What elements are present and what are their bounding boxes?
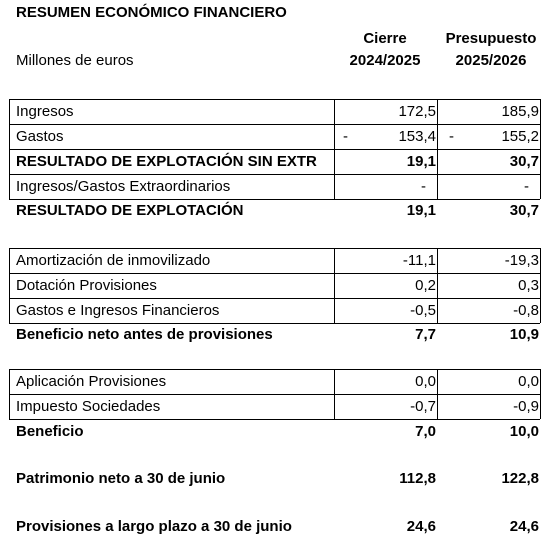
table-row [9,467,540,491]
table-border-left [9,369,10,419]
row-label: Beneficio neto antes de provisiones [16,326,273,343]
row-label: RESULTADO DE EXPLOTACIÓN SIN EXTR [16,153,317,170]
row-value-presupuesto: 24,6 [509,518,539,535]
table-row [9,149,540,174]
row-value-presupuesto: 30,7 [509,153,539,170]
units-label: Millones de euros [16,52,134,69]
table-border-left [9,248,10,323]
col2-header-bottom: 2025/2026 [455,52,527,69]
row-value-presupuesto: -0,8 [513,302,539,319]
table-border-right [540,369,541,419]
row-value-cierre: 0,0 [415,373,436,390]
row-value-cierre: - [421,178,426,195]
row-value-presupuesto: 185,9 [501,103,539,120]
table-column-divider [334,248,335,323]
table-border-left [9,99,10,199]
row-value-presupuesto: 10,9 [509,326,539,343]
row-value-cierre: 7,7 [415,326,436,343]
row-value-presupuesto: 155,2 [501,128,539,145]
row-value-cierre: -0,7 [410,398,436,415]
row-label: Dotación Provisiones [16,277,157,294]
table-row [9,515,540,539]
table-row [9,394,540,420]
row-value-cierre: 112,8 [399,470,436,487]
table-row [9,369,540,394]
row-value-cierre: 0,2 [415,277,436,294]
row-label: Impuesto Sociedades [16,398,161,415]
row-label: Aplicación Provisiones [16,373,167,390]
row-label: Gastos [16,128,64,145]
table-column-divider [334,369,335,419]
row-value-presupuesto: 0,3 [518,277,539,294]
row-label: Ingresos/Gastos Extraordinarios [16,178,231,195]
table-row [9,99,540,124]
row-label: RESULTADO DE EXPLOTACIÓN [16,202,244,219]
row-value-presupuesto: 10,0 [509,423,539,440]
table-column-divider [437,99,438,199]
row-sign-cierre: - [343,128,348,145]
row-label: Beneficio [16,423,84,440]
table-column-divider [437,369,438,419]
row-value-cierre: 7,0 [415,423,436,440]
table-border-right [540,99,541,199]
table-border-right [540,248,541,323]
row-sign-presupuesto: - [449,128,454,145]
col2-header-top: Presupuesto [445,30,537,47]
row-label: Patrimonio neto a 30 de junio [16,470,226,487]
row-value-presupuesto: - [524,178,529,195]
row-value-cierre: -0,5 [410,302,436,319]
table-row [9,420,540,444]
row-value-presupuesto: -19,3 [504,252,539,269]
row-value-presupuesto: -0,9 [513,398,539,415]
row-value-cierre: 172,5 [398,103,436,120]
row-value-cierre: 153,4 [398,128,436,145]
row-value-cierre: 19,1 [406,202,436,219]
col1-header-bottom: 2024/2025 [349,52,421,69]
row-label: Amortización de inmovilizado [16,252,211,269]
row-value-cierre: -11,1 [402,252,436,269]
col1-header-top: Cierre [363,30,407,47]
table-column-divider [437,248,438,323]
row-value-cierre: 24,6 [406,518,436,535]
row-label: Gastos e Ingresos Financieros [16,302,220,319]
table-row [9,323,540,347]
table-row [9,273,540,298]
table-row [9,248,540,273]
table-row [9,199,540,223]
row-label: Ingresos [16,103,74,120]
row-value-presupuesto: 0,0 [518,373,539,390]
row-label: Provisiones a largo plazo a 30 de junio [16,518,292,535]
table-row [9,174,540,200]
row-value-presupuesto: 30,7 [509,202,539,219]
row-value-cierre: 19,1 [406,153,436,170]
table-row [9,298,540,324]
table-row [9,124,540,149]
document-title: RESUMEN ECONÓMICO FINANCIERO [16,4,287,21]
row-value-presupuesto: 122,8 [501,470,539,487]
table-column-divider [334,99,335,199]
